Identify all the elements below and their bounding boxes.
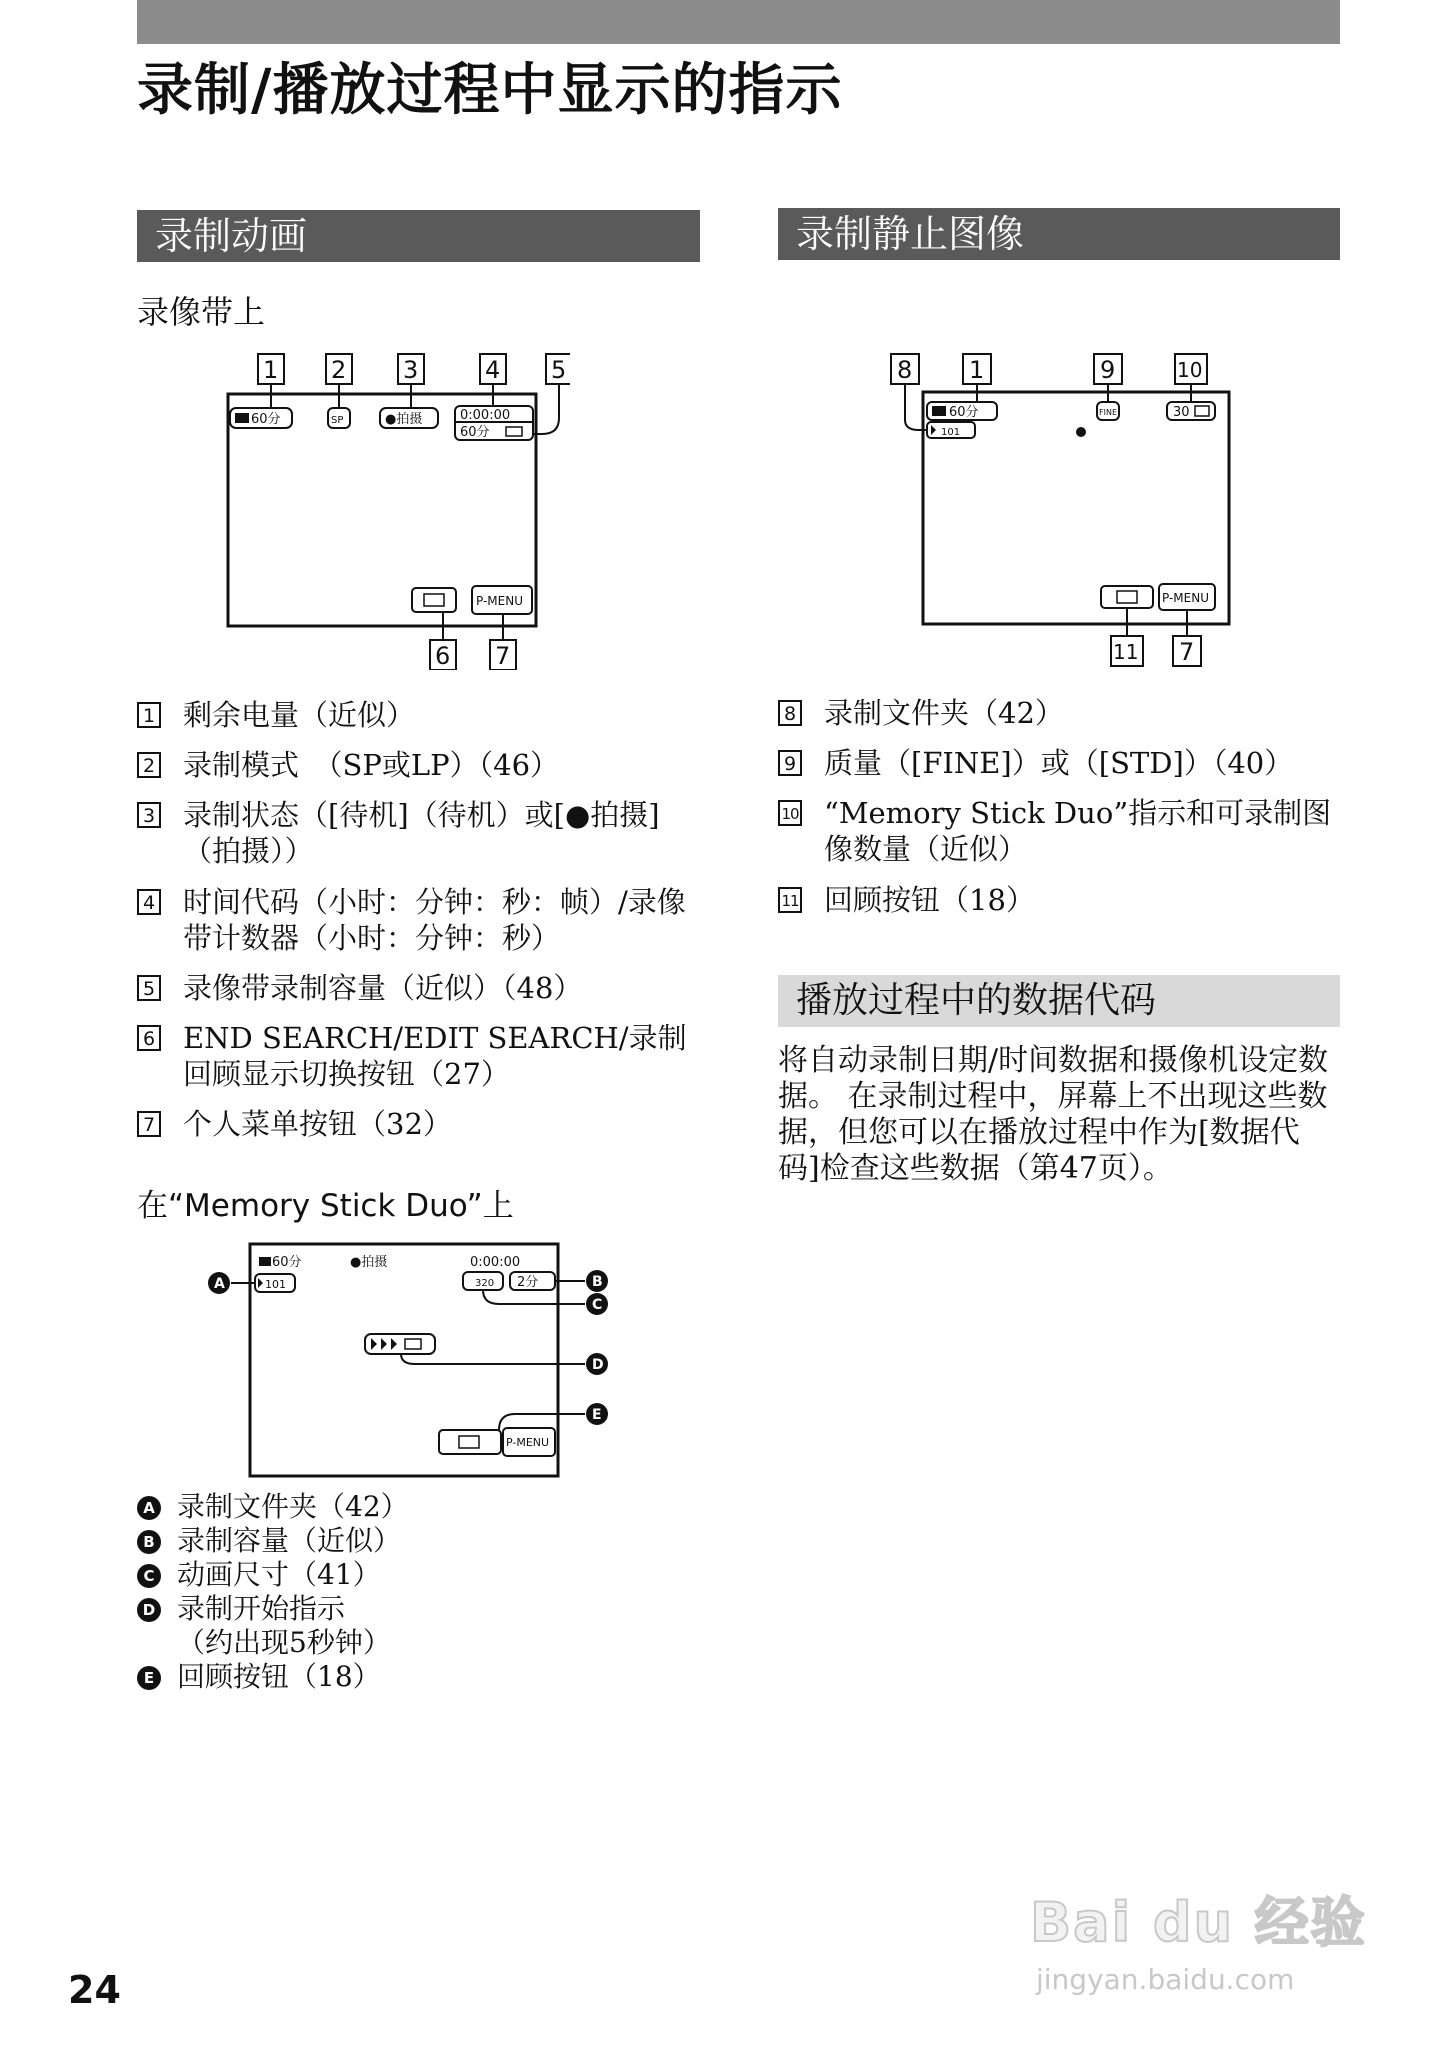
watermark-url: jingyan.baidu.com — [1036, 1963, 1295, 1996]
list-item — [137, 1020, 697, 1092]
ms-callout-a: A — [214, 1276, 225, 1292]
list-item — [137, 1660, 381, 1694]
list-item — [137, 1490, 409, 1524]
item-text: 质量（[FINE]）或（[STD]）（40） — [824, 746, 1294, 780]
item-number: 10 — [778, 800, 802, 826]
tape-callout-1: 1 — [263, 356, 279, 384]
section-data-code: 播放过程中的数据代码 — [778, 975, 1340, 1027]
baidu-watermark — [1030, 1880, 1370, 2030]
item-text: 录制容量（近似） — [177, 1524, 402, 1557]
list-item — [137, 747, 697, 783]
section-record-still: 录制静止图像 — [778, 208, 1340, 260]
item-text: （约出现5秒钟） — [177, 1626, 391, 1659]
ms-remaining-text: 2分 — [517, 1275, 539, 1290]
ms-status-text: ●拍摄 — [350, 1255, 388, 1270]
still-count-text: 30 — [1173, 405, 1190, 420]
item-text: 个人菜单按钮（32） — [183, 1107, 452, 1141]
still-callout-1: 1 — [969, 356, 985, 384]
item-number: 1 — [137, 702, 161, 728]
item-text: 时间代码（小时：分钟：秒：帧）/录像带计数器（小时：分钟：秒） — [183, 885, 686, 955]
item-text: 动画尺寸（41） — [177, 1558, 381, 1591]
ms-callout-d: D — [592, 1357, 604, 1373]
item-text: 录制文件夹（42） — [177, 1490, 409, 1523]
list-item — [137, 1558, 381, 1592]
section-record-movie: 录制动画 — [137, 210, 700, 262]
still-callout-10: 10 — [1177, 358, 1203, 382]
list-item — [778, 695, 1338, 731]
watermark-brand: Bai du 经验 — [1030, 1891, 1367, 1954]
ms-callout-c: C — [592, 1297, 603, 1313]
item-letter: E — [137, 1666, 161, 1690]
item-number: 6 — [137, 1025, 161, 1051]
tape-callout-3: 3 — [403, 356, 419, 384]
ms-screen-diagram — [205, 1238, 625, 1480]
still-callout-11: 11 — [1113, 640, 1139, 664]
still-callout-9: 9 — [1100, 356, 1116, 384]
ms-callout-b: B — [592, 1274, 603, 1290]
item-text: 录制模式 （SP或LP）（46） — [183, 748, 560, 782]
still-callout-7: 7 — [1179, 638, 1195, 666]
item-text: 录像带录制容量（近似）（48） — [183, 971, 583, 1005]
list-item — [137, 1524, 401, 1558]
ms-subtitle: 在“Memory Stick Duo”上 — [137, 1188, 514, 1224]
item-text: “Memory Stick Duo”指示和可录制图像数量（近似） — [824, 796, 1332, 866]
still-callout-8: 8 — [897, 356, 913, 384]
tape-status-text: ●拍摄 — [385, 412, 423, 427]
item-letter: B — [137, 1530, 161, 1554]
ms-folder-text: 101 — [265, 1278, 286, 1291]
item-number: 7 — [137, 1111, 161, 1137]
data-code-paragraph: 将自动录制日期/时间数据和摄像机设定数据。 在录制过程中，屏幕上不出现这些数据，但您可以在播放过程中作为[数据代码]检查这些数据（第47页）。 — [778, 1043, 1329, 1186]
still-battery-text: 60分 — [949, 405, 979, 420]
tape-callout-5: 5 — [551, 356, 567, 384]
item-letter: C — [137, 1564, 161, 1588]
page-title: 录制/播放过程中显示的指示 — [137, 58, 843, 123]
list-item — [778, 882, 1338, 918]
tape-callout-6: 6 — [435, 642, 451, 670]
tape-subtitle: 录像带上 — [137, 293, 266, 331]
list-item — [137, 697, 697, 733]
item-number: 4 — [137, 889, 161, 915]
page-number: 24 — [68, 1968, 121, 2012]
tape-pmenu-text: P-MENU — [476, 594, 523, 608]
tape-callout-2: 2 — [331, 356, 347, 384]
tape-mode-text: SP — [331, 415, 344, 426]
item-text: 录制文件夹（42） — [824, 696, 1064, 730]
top-bar — [137, 0, 1340, 44]
item-number: 5 — [137, 975, 161, 1001]
item-text: 回顾按钮（18） — [824, 883, 1035, 917]
item-text: 录制开始指示 — [177, 1592, 346, 1625]
ms-timecode-text: 0:00:00 — [470, 1255, 521, 1270]
tape-callout-4: 4 — [485, 356, 501, 384]
list-item — [137, 1592, 345, 1626]
tape-battery-text: 60分 — [251, 412, 281, 427]
item-letter: A — [137, 1496, 161, 1520]
list-item — [778, 745, 1338, 781]
ms-callout-e: E — [592, 1407, 602, 1423]
list-item — [137, 1106, 697, 1142]
list-item — [137, 797, 697, 869]
item-number: 2 — [137, 752, 161, 778]
still-pmenu-text: P-MENU — [1162, 591, 1209, 605]
still-quality-text: FINE — [1099, 408, 1117, 417]
tape-remaining-text: 60分 — [460, 425, 490, 440]
list-item — [137, 970, 697, 1006]
still-folder-text: 101 — [941, 427, 961, 438]
tape-timecode-text: 0:00:00 — [460, 408, 511, 423]
item-text: 剩余电量（近似） — [183, 698, 416, 732]
item-text: 录制状态（[待机]（待机）或[●拍摄]（拍摄）） — [183, 798, 660, 868]
tape-callout-7: 7 — [495, 642, 511, 670]
item-letter: D — [137, 1598, 161, 1622]
item-number: 8 — [778, 700, 802, 726]
list-item — [778, 795, 1338, 867]
item-number: 11 — [778, 887, 802, 913]
still-screen-diagram — [875, 350, 1235, 668]
ms-size-text: 320 — [475, 1278, 495, 1289]
list-item-continued — [137, 1626, 391, 1660]
ms-battery-text: 60分 — [272, 1255, 302, 1270]
item-text: 回顾按钮（18） — [177, 1660, 381, 1693]
ms-pmenu-text: P-MENU — [506, 1436, 550, 1449]
item-text: END SEARCH/EDIT SEARCH/录制回顾显示切换按钮（27） — [183, 1021, 687, 1091]
item-number: 9 — [778, 750, 802, 776]
tape-screen-diagram — [210, 350, 570, 670]
item-number: 3 — [137, 802, 161, 828]
list-item — [137, 884, 697, 956]
